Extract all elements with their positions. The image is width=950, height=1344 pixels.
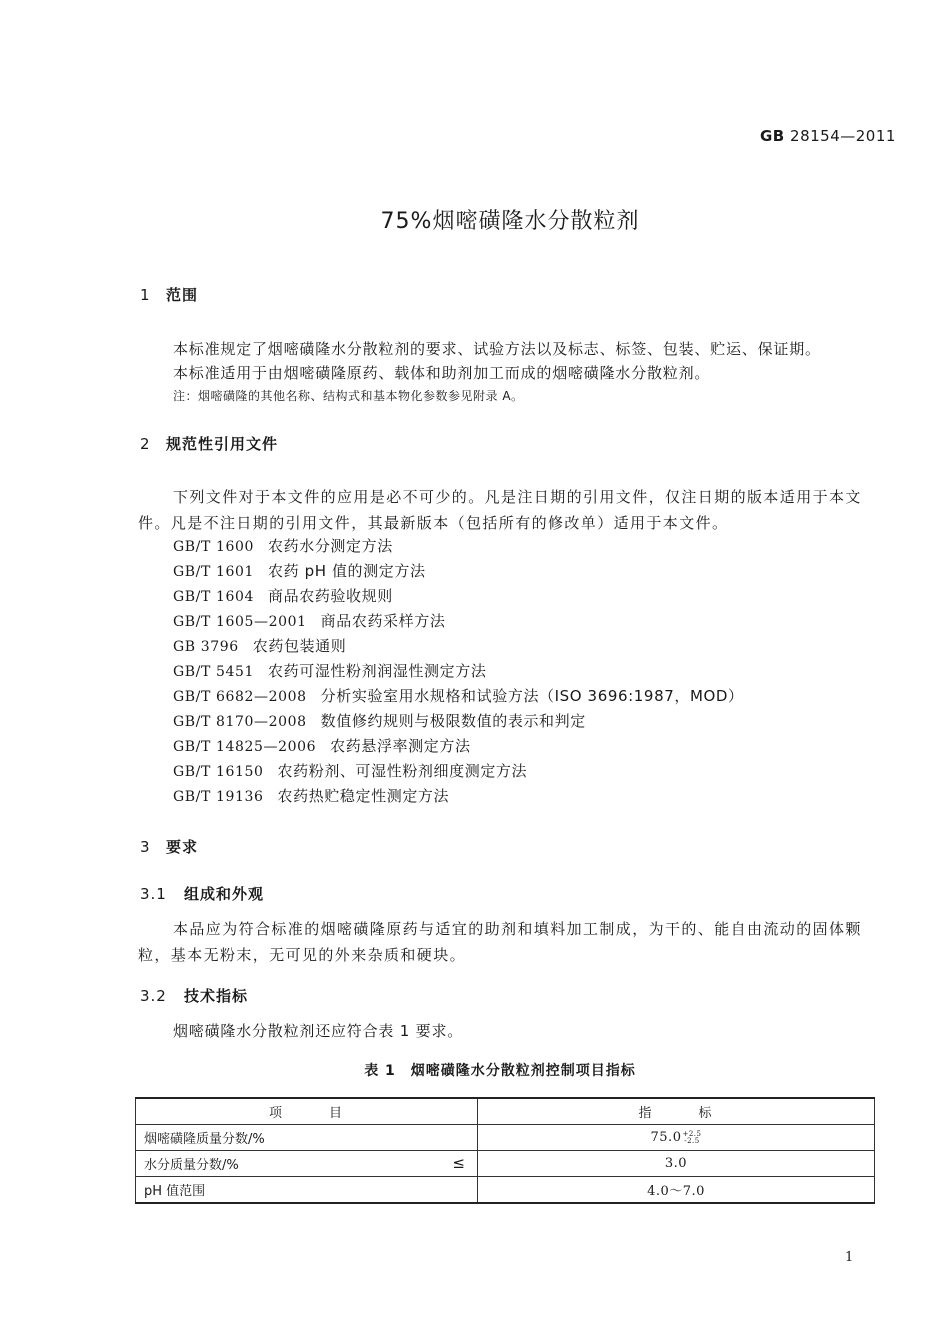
reference-title: 分析实验室用水规格和试验方法（ISO 3696:1987，MOD）	[320, 687, 744, 705]
reference-title: 商品农药采样方法	[320, 612, 446, 630]
reference-code: GB/T 14825—2006	[173, 739, 317, 755]
row-symbol: ≤	[452, 1154, 465, 1172]
reference-title: 商品农药验收规则	[268, 587, 393, 605]
section-1-para-1: 本标准规定了烟嘧磺隆水分散粒剂的要求、试验方法以及标志、标签、包装、贮运、保证期。	[173, 340, 821, 358]
section-title: 组成和外观	[184, 885, 265, 903]
table-row	[136, 1125, 875, 1151]
standard-code: 28154—2011	[790, 127, 896, 145]
reference-title: 农药包装通则	[252, 637, 347, 655]
section-3-heading	[140, 836, 198, 857]
section-number: 3.2	[140, 987, 167, 1005]
row-item: 烟嘧磺隆质量分数/%	[144, 1132, 265, 1147]
section-2-heading	[140, 433, 278, 454]
reference-code: GB 3796	[173, 639, 239, 655]
reference-item	[173, 610, 445, 631]
section-number: 3.1	[140, 885, 167, 903]
reference-item	[173, 585, 393, 606]
reference-title: 农药热贮稳定性测定方法	[277, 787, 450, 805]
reference-item	[173, 710, 586, 731]
section-number: 3	[140, 838, 151, 856]
reference-item	[173, 660, 486, 681]
section-1-note: 注：烟嘧磺隆的其他名称、结构式和基本物化参数参见附录 A。	[173, 389, 524, 403]
reference-item	[173, 785, 449, 806]
header-item: 项 目	[136, 1098, 478, 1125]
tolerance-lower: -2.5	[684, 1136, 700, 1145]
section-3-2-para: 烟嘧磺隆水分散粒剂还应符合表 1 要求。	[173, 1022, 464, 1040]
row-value-cell	[478, 1151, 875, 1177]
reference-item	[173, 635, 346, 656]
table-row	[136, 1177, 875, 1204]
reference-title: 农药可湿性粉剂润湿性测定方法	[268, 662, 487, 680]
document-title: 75%烟嘧磺隆水分散粒剂	[380, 209, 640, 234]
section-2-intro: 下列文件对于本文件的应用是必不可少的。凡是注日期的引用文件，仅注日期的版本适用于本文件。凡是不注日期的引用文件，其最新版本（包括所有的修改单）适用于本文件。	[138, 488, 862, 532]
section-3-2-heading	[140, 985, 248, 1006]
reference-title: 农药粉剂、可湿性粉剂细度测定方法	[277, 762, 528, 780]
page-number: 1	[845, 1250, 854, 1265]
reference-code: GB/T 16150	[173, 764, 264, 780]
section-3-1-heading	[140, 883, 264, 904]
header-value: 指 标	[478, 1098, 875, 1125]
table-caption: 表 1 烟嘧磺隆水分散粒剂控制项目指标	[364, 1063, 636, 1079]
standard-prefix: GB	[760, 127, 785, 145]
row-value: 75.0	[650, 1130, 682, 1145]
row-item-cell	[136, 1177, 478, 1204]
reference-code: GB/T 8170—2008	[173, 714, 307, 730]
section-number: 1	[140, 286, 151, 304]
section-title: 要求	[166, 838, 199, 856]
row-item-cell	[136, 1151, 478, 1177]
row-item: 水分质量分数/%	[144, 1158, 239, 1173]
table-header-row	[136, 1098, 875, 1125]
section-number: 2	[140, 435, 151, 453]
reference-item	[173, 735, 471, 756]
spec-table	[135, 1097, 875, 1204]
reference-item	[173, 760, 527, 781]
section-title: 技术指标	[184, 987, 249, 1005]
row-value: 4.0～7.0	[647, 1184, 705, 1199]
row-value-cell	[478, 1125, 875, 1151]
row-value: 3.0	[664, 1156, 688, 1171]
reference-title: 农药水分测定方法	[268, 537, 393, 555]
reference-code: GB/T 1604	[173, 589, 255, 605]
section-title: 规范性引用文件	[166, 435, 279, 453]
reference-code: GB/T 1605—2001	[173, 614, 307, 630]
tolerance-upper: +2.5	[682, 1129, 702, 1138]
reference-item	[173, 560, 426, 581]
row-item-cell	[136, 1125, 478, 1151]
reference-code: GB/T 5451	[173, 664, 255, 680]
section-1-para-2: 本标准适用于由烟嘧磺隆原药、载体和助剂加工而成的烟嘧磺隆水分散粒剂。	[173, 364, 711, 382]
table-row	[136, 1151, 875, 1177]
reference-code: GB/T 19136	[173, 789, 264, 805]
section-title: 范围	[166, 286, 199, 304]
reference-item	[173, 535, 393, 556]
reference-title: 农药 pH 值的测定方法	[268, 562, 426, 580]
standard-number	[760, 127, 896, 145]
reference-title: 农药悬浮率测定方法	[330, 737, 471, 755]
tolerance	[682, 1131, 701, 1145]
reference-code: GB/T 1601	[173, 564, 255, 580]
reference-item	[173, 685, 744, 706]
section-1-heading	[140, 284, 198, 305]
row-item: pH 值范围	[144, 1184, 206, 1199]
reference-code: GB/T 6682—2008	[173, 689, 307, 705]
row-value-cell	[478, 1177, 875, 1204]
section-3-1-para: 本品应为符合标准的烟嘧磺隆原药与适宜的助剂和填料加工制成，为干的、能自由流动的固体颗粒，基本无粉末，无可见的外来杂质和硬块。	[138, 920, 862, 964]
reference-code: GB/T 1600	[173, 539, 255, 555]
reference-title: 数值修约规则与极限数值的表示和判定	[320, 712, 586, 730]
